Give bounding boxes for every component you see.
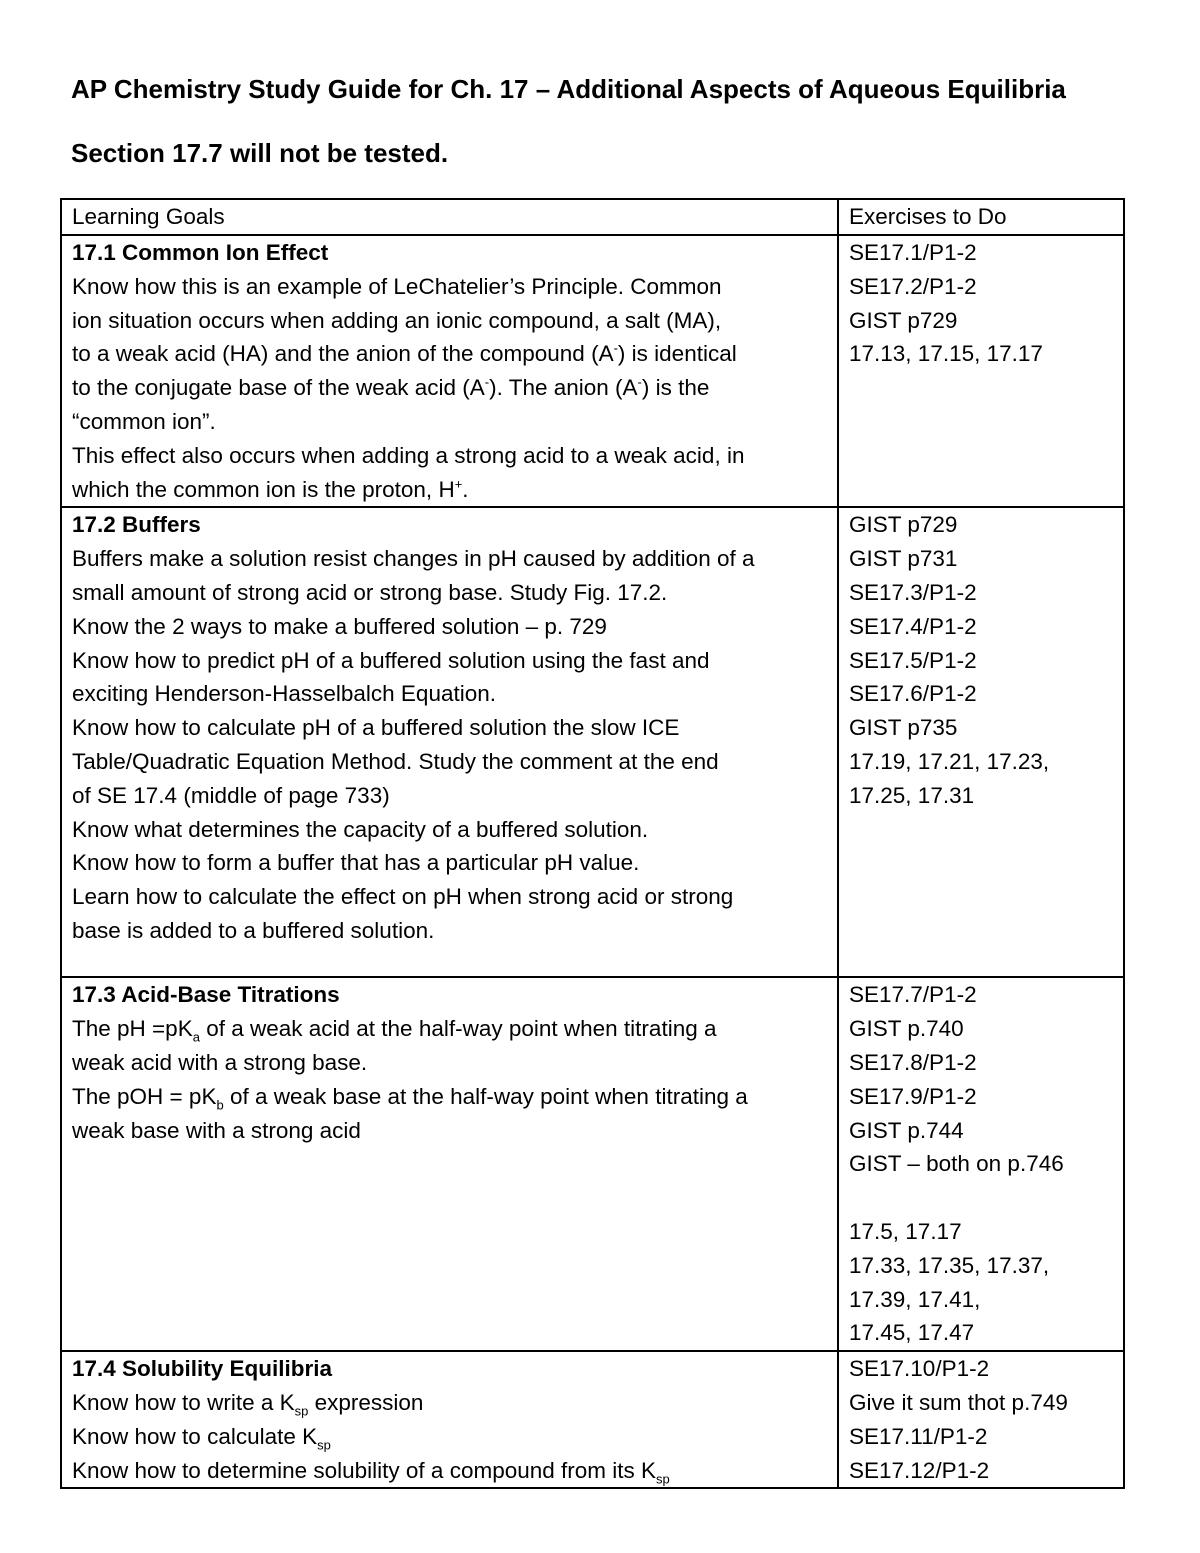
exercise-item: SE17.5/P1-2 — [849, 647, 977, 673]
goal-line: exciting Henderson-Hasselbalch Equation. — [72, 681, 496, 707]
goal-line: Buffers make a solution resist changes in pH caused by addition of a — [72, 546, 755, 572]
learning-goals-cell — [61, 977, 838, 1351]
page-subtitle: Section 17.7 will not be tested. — [71, 138, 449, 168]
exercise-item: 17.5, 17.17 — [849, 1218, 962, 1244]
exercise-item: SE17.11/P1-2 — [849, 1423, 988, 1449]
goal-line: Know how to form a buffer that has a particular pH value. — [72, 850, 640, 876]
exercise-item: GIST p729 — [849, 307, 958, 333]
page-title: AP Chemistry Study Guide for Ch. 17 – Additional Aspects of Aqueous Equilibria — [71, 74, 1066, 104]
exercise-item: GIST p.744 — [849, 1117, 964, 1143]
study-guide-table — [60, 198, 1125, 1489]
goal-line: This effect also occurs when adding a strong acid to a weak acid, in — [72, 442, 745, 468]
goal-line: base is added to a buffered solution. — [72, 917, 435, 943]
goal-line: Know how to calculate $K_{sp}$ — [72, 1423, 331, 1453]
table-row — [61, 235, 1124, 507]
goal-line: Know how to write a $K_{sp}$ expression — [72, 1389, 424, 1419]
goal-line: Know how to calculate pH of a buffered solution the slow ICE — [72, 715, 680, 741]
exercise-item: 17.39, 17.41, — [849, 1286, 981, 1312]
exercises-cell — [838, 507, 1124, 977]
goal-line: of SE 17.4 (middle of page 733) — [72, 782, 390, 808]
goal-line: The pOH = $pK_b$ of a weak base at the half-way point when titrating a — [72, 1083, 748, 1113]
exercise-item: 17.25, 17.31 — [849, 782, 975, 808]
section-title: 17.4 Solubility Equilibria — [72, 1356, 333, 1382]
table-header-row — [61, 199, 1124, 235]
table-row — [61, 1351, 1124, 1488]
exercise-item: SE17.7/P1-2 — [849, 982, 977, 1008]
header-learning-goals: Learning Goals — [61, 199, 838, 235]
learning-goals-cell — [61, 1351, 838, 1488]
exercise-item: Give it sum thot p.749 — [849, 1389, 1068, 1415]
section-title: 17.2 Buffers — [72, 512, 201, 538]
exercise-item: GIST p735 — [849, 715, 958, 741]
learning-goals-cell — [61, 507, 838, 977]
learning-goals-cell — [61, 235, 838, 507]
exercise-item: GIST p731 — [849, 546, 958, 572]
goal-line: Know how this is an example of LeChatelier’s Principle. Common — [72, 273, 722, 299]
exercise-item: 17.33, 17.35, 17.37, — [849, 1252, 1050, 1278]
goal-line: “common ion”. — [72, 408, 216, 434]
goal-line: to a weak acid (HA) and the anion of the compound (A-) is identical — [72, 340, 737, 367]
goal-line: Table/Quadratic Equation Method. Study the comment at the end — [72, 748, 719, 774]
goal-line: Learn how to calculate the effect on pH when strong acid or strong — [72, 884, 734, 910]
goal-line: weak base with a strong acid — [72, 1117, 361, 1143]
goal-line: ion situation occurs when adding an ionic compound, a salt (MA), — [72, 307, 722, 333]
goal-line: which the common ion is the proton, H+. — [72, 476, 469, 502]
exercise-item: SE17.2/P1-2 — [849, 273, 977, 299]
exercise-item: SE17.10/P1-2 — [849, 1356, 990, 1382]
goal-line: weak acid with a strong base. — [72, 1049, 368, 1075]
exercise-item: GIST p729 — [849, 512, 958, 538]
exercise-item: SE17.8/P1-2 — [849, 1049, 977, 1075]
section-title: 17.3 Acid-Base Titrations — [72, 982, 340, 1008]
table-row — [61, 977, 1124, 1351]
exercises-cell — [838, 1351, 1124, 1488]
exercise-item: SE17.1/P1-2 — [849, 240, 977, 265]
exercises-cell — [838, 977, 1124, 1351]
exercise-item: SE17.3/P1-2 — [849, 579, 977, 605]
goal-line: Know the 2 ways to make a buffered solution – p. 729 — [72, 613, 607, 639]
header-exercises: Exercises to Do — [838, 199, 1124, 235]
exercise-item: GIST – both on p.746 — [849, 1151, 1064, 1177]
exercise-item: SE17.12/P1-2 — [849, 1457, 990, 1483]
goal-line: Know how to predict pH of a buffered solution using the fast and — [72, 647, 710, 673]
exercise-item: SE17.4/P1-2 — [849, 613, 977, 639]
section-title: 17.1 Common Ion Effect — [72, 240, 329, 265]
exercise-item: 17.13, 17.15, 17.17 — [849, 341, 1043, 367]
goal-line: small amount of strong acid or strong base. Study Fig. 17.2. — [72, 579, 668, 605]
exercises-cell — [838, 235, 1124, 507]
goal-line: to the conjugate base of the weak acid (A-). The anion (A-) is the — [72, 374, 710, 401]
exercise-item: GIST p.740 — [849, 1016, 964, 1042]
exercise-item: 17.45, 17.47 — [849, 1320, 975, 1346]
spacer — [849, 1181, 1113, 1215]
table-row — [61, 507, 1124, 977]
goal-line: Know what determines the capacity of a buffered solution. — [72, 816, 649, 842]
exercise-item: 17.19, 17.21, 17.23, — [849, 748, 1050, 774]
exercise-item: SE17.6/P1-2 — [849, 681, 977, 707]
goal-line: The pH $=pK_a$ of a weak acid at the half-way point when titrating a — [72, 1016, 717, 1045]
goal-line: Know how to determine solubility of a compound from its $K_{sp}$ — [72, 1457, 670, 1487]
exercise-item: SE17.9/P1-2 — [849, 1083, 977, 1109]
